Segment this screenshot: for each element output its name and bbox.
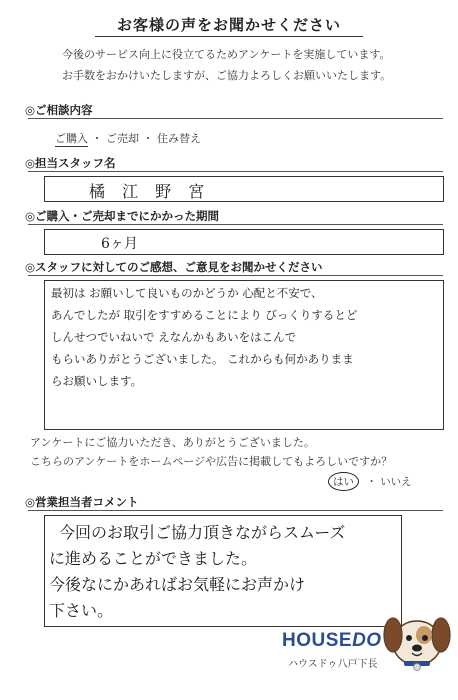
consult-rule [28, 118, 443, 119]
logo-text-do: DO [352, 630, 382, 651]
manager-line-2: に進めることができました。 [49, 549, 258, 568]
manager-line-1: 今回のお取引ご協力頂きながらスムーズ [59, 523, 346, 542]
impression-field[interactable] [44, 280, 444, 430]
period-value: 6ヶ月 [101, 236, 138, 252]
staff-rule [28, 171, 443, 172]
manager-rule [28, 510, 443, 511]
impression-line-2: あんでしたが 取引をすすめることにより びっくりするとど [51, 308, 358, 322]
impression-rule [28, 275, 443, 276]
survey-thanks: アンケートにご協力いただき、ありがとうございました。 [30, 436, 315, 449]
logo-text-house: HOUSE [282, 630, 353, 651]
manager-comment-field[interactable] [44, 515, 402, 627]
intro-line-2: お手数をおかけいたしますが、ご協力よろしくお願いいたします。 [62, 69, 392, 82]
staff-name-value: 橘 江 野 宮 [89, 182, 211, 201]
survey-question: こちらのアンケートをホームページや広告に掲載してもよろしいですか？ [30, 455, 393, 468]
title-underline [95, 36, 363, 37]
period-field[interactable] [44, 229, 444, 255]
staff-label: ◎担当スタッフ名 [25, 156, 116, 170]
manager-line-3: 今後なにかあればお気軽にお声かけ [49, 575, 306, 594]
dog-mascot-icon [380, 595, 454, 675]
period-label: ◎ご購入・ご売却までにかかった期間 [25, 209, 220, 223]
consent-no-option[interactable]: いいえ [380, 476, 412, 488]
consult-option-relocation[interactable]: 住み替え [157, 132, 201, 145]
consult-label: ◎ご相談内容 [25, 103, 93, 117]
form-title: お客様の声をお聞かせください [116, 16, 341, 34]
consent-separator: ・ [366, 476, 377, 488]
impression-line-5: らお願いします。 [51, 374, 143, 388]
consult-separator-2: ・ [142, 132, 154, 145]
consent-options [328, 472, 412, 491]
impression-line-1: 最初は お願いして良いものかどうか 心配と不安で、 [51, 286, 323, 300]
impression-line-4: もらいありがとうございました。 これからも何かありまま [51, 352, 354, 366]
period-rule [28, 224, 443, 225]
consult-separator-1: ・ [91, 132, 103, 145]
store-name: ハウスドゥ八戸下長 [288, 659, 378, 670]
impression-line-3: しんせつでいねいで えなんかもあいをはこんで [51, 330, 297, 344]
consult-options [55, 130, 201, 146]
consult-option-purchase[interactable]: ご購入 [55, 132, 88, 145]
consult-option-sale[interactable]: ご売却 [106, 132, 139, 145]
manager-label: ◎営業担当者コメント [25, 495, 139, 509]
intro-line-1: 今後のサービス向上に役立てるためアンケートを実施しています。 [62, 48, 391, 61]
manager-line-4: 下さい。 [49, 601, 114, 620]
consent-yes-option[interactable]: はい [328, 472, 359, 491]
impression-label: ◎スタッフに対してのご感想、ご意見をお聞かせください [25, 260, 323, 274]
housedo-logo [282, 630, 382, 652]
staff-name-field[interactable] [44, 176, 444, 202]
